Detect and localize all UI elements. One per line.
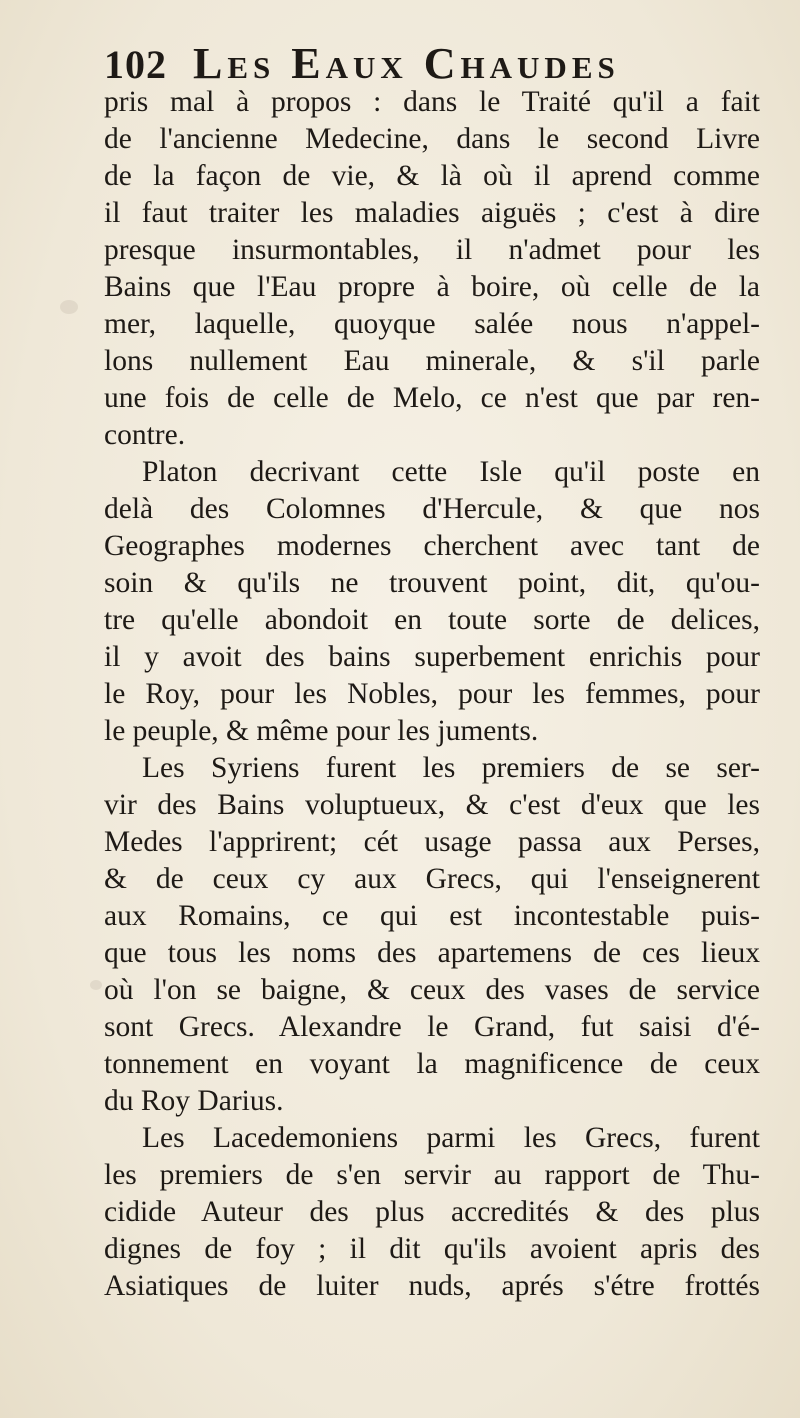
text-line: de l'ancienne Medecine, dans le second Livre [104,123,760,155]
text-line: du Roy Darius. [104,1085,284,1117]
paper-stain [60,300,78,314]
text-line: lons nullement Eau minerale, & s'il parle [104,345,760,377]
text-line: soin & qu'ils ne trouvent point, dit, qu'ou- [104,567,760,599]
text-line: mer, laquelle, quoyque salée nous n'appel- [104,308,760,340]
text-line: pris mal à propos : dans le Traité qu'il a fait [104,86,760,118]
text-line: aux Romains, ce qui est incontestable puis- [104,900,760,932]
text-line: contre. [104,419,186,451]
text-line: où l'on se baigne, & ceux des vases de service [104,974,760,1006]
text-line: une fois de celle de Melo, ce n'est que par ren- [104,382,760,414]
text-line: les premiers de s'en servir au rapport de Thu- [104,1159,760,1191]
text-line: tre qu'elle abondoit en toute sorte de delices, [104,604,760,636]
text-line: cidide Auteur des plus accredités & des plus [104,1196,760,1228]
paper-stain [90,980,102,990]
text-line: tonnement en voyant la magnificence de ceux [104,1048,760,1080]
text-line: dignes de foy ; il dit qu'ils avoient apris des [104,1233,760,1265]
text-body [104,84,760,1305]
text-line: que tous les noms des apartemens de ces lieux [104,937,760,969]
text-line: Geographes modernes cherchent avec tant de [104,530,760,562]
text-line: le Roy, pour les Nobles, pour les femmes, pour [104,678,760,710]
running-title: Les Eaux Chaudes [193,39,620,88]
paragraph-start-line: Les Lacedemoniens parmi les Grecs, furent [142,1122,760,1154]
page-number: 102 [104,42,167,87]
text-line: Asiatiques de luiter nuds, aprés s'étre frottés [104,1270,760,1302]
text-line: delà des Colomnes d'Hercule, & que nos [104,493,760,525]
paragraph-start-line: Platon decrivant cette Isle qu'il poste en [142,456,760,488]
text-line: & de ceux cy aux Grecs, qui l'enseignerent [104,863,760,895]
paragraph-start-line: Les Syriens furent les premiers de se ser- [142,752,760,784]
text-line: presque insurmontables, il n'admet pour les [104,234,760,266]
text-line: Bains que l'Eau propre à boire, où celle de la [104,271,760,303]
text-line: il y avoit des bains superbement enrichis pour [104,641,760,673]
text-line: Medes l'apprirent; cét usage passa aux Perses, [104,826,760,858]
text-line: il faut traiter les maladies aiguës ; c'est à dire [104,197,760,229]
text-line: le peuple, & même pour les juments. [104,715,539,747]
text-line: de la façon de vie, & là où il aprend comme [104,160,760,192]
text-line: vir des Bains voluptueux, & c'est d'eux que les [104,789,760,821]
text-line: sont Grecs. Alexandre le Grand, fut saisi d'é- [104,1011,760,1043]
